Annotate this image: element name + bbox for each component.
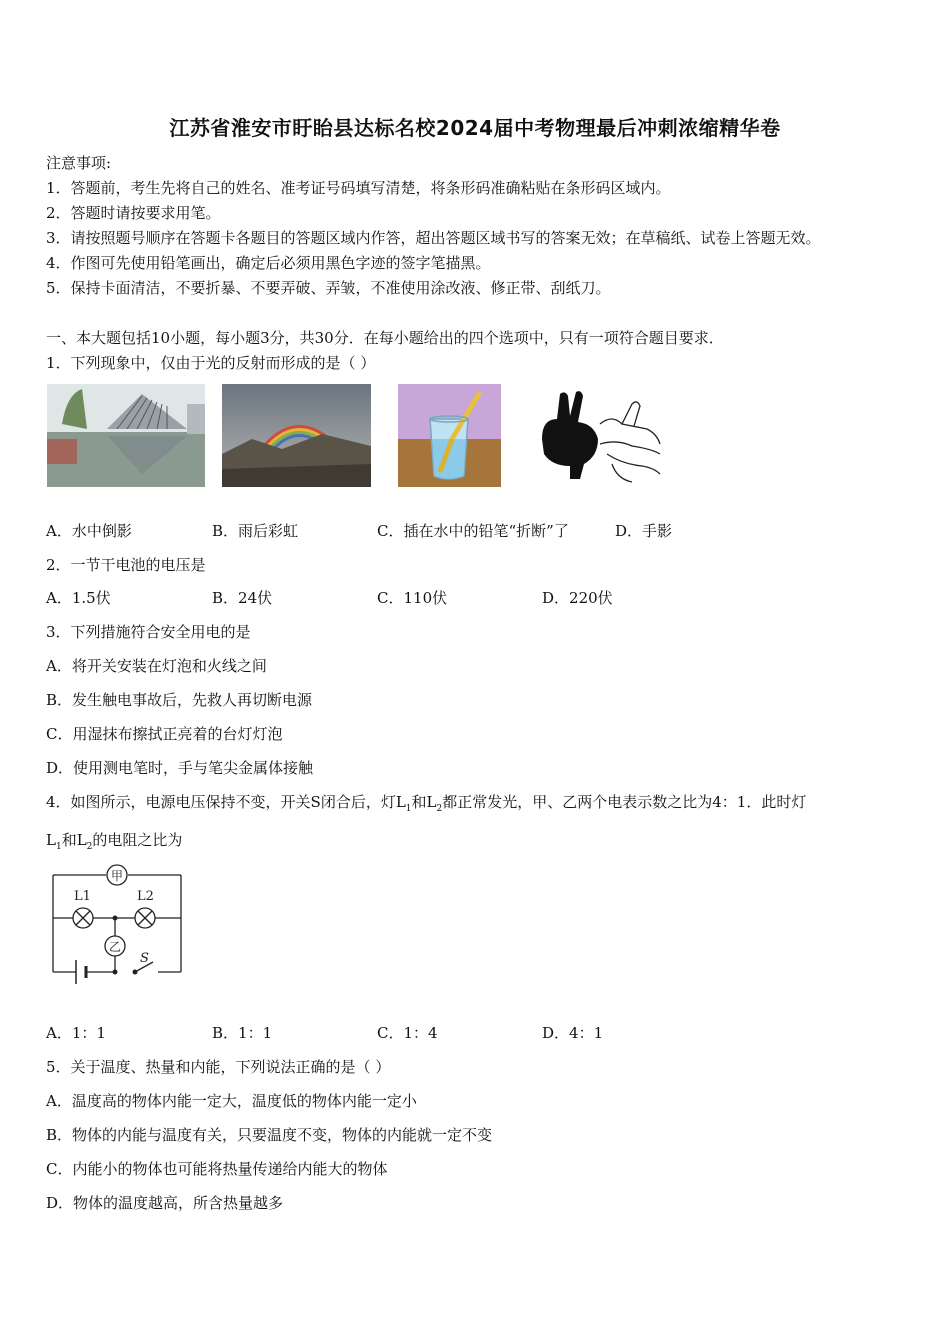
q4-stem-line1: 4．如图所示，电源电压保持不变，开关S闭合后，灯$L_1$和$L_2$都正常发光，甲、乙两个电表示数之比为4：1．此时灯 — [46, 793, 807, 814]
meter-yi-label: 乙 — [108, 940, 122, 954]
q4-option-c: C．1：4 — [377, 1024, 438, 1042]
reflection-image — [47, 384, 205, 487]
notice-item: 3．请按照题号顺序在答题卡各题目的答题区域内作答，超出答题区域书写的答案无效；在草稿纸、试卷上答题无效。 — [46, 229, 821, 247]
pencil-in-water-image — [398, 384, 501, 487]
q3-option-d: D．使用测电笔时，手与笔尖金属体接触 — [46, 759, 314, 777]
q1-option-d: D．手影 — [615, 522, 673, 540]
q4-stem-line2: $L_1$和$L_2$的电阻之比为 — [46, 831, 183, 852]
q5-stem: 5．关于温度、热量和内能，下列说法正确的是（ ） — [46, 1058, 391, 1076]
q1-option-b: B．雨后彩虹 — [212, 522, 299, 540]
notice-item: 1．答题前，考生先将自己的姓名、准考证号码填写清楚，将条形码准确粘贴在条形码区域内。 — [46, 179, 671, 197]
q3-option-c: C．用湿抹布擦拭正亮着的台灯灯泡 — [46, 725, 283, 743]
q1-stem: 1．下列现象中，仅由于光的反射而形成的是（ ） — [46, 354, 376, 372]
q2-stem: 2．一节干电池的电压是 — [46, 556, 206, 574]
notice-heading: 注意事项: — [46, 154, 112, 172]
q3-stem: 3．下列措施符合安全用电的是 — [46, 623, 251, 641]
notice-item: 4．作图可先使用铅笔画出，确定后必须用黑色字迹的签字笔描黑。 — [46, 254, 491, 272]
q2-option-b: B．24伏 — [212, 589, 273, 607]
q2-option-c: C．110伏 — [377, 589, 448, 607]
q5-option-d: D．物体的温度越高，所含热量越多 — [46, 1194, 284, 1212]
q2-option-d: D．220伏 — [542, 589, 613, 607]
q4-option-d: D．4：1 — [542, 1024, 604, 1042]
lamp2-label: L2 — [137, 889, 154, 904]
section-heading: 一、本大题包括10小题，每小题3分，共30分．在每小题给出的四个选项中，只有一项符合题目要求． — [46, 329, 724, 347]
q5-option-a: A．温度高的物体内能一定大，温度低的物体内能一定小 — [46, 1092, 417, 1110]
rainbow-image — [222, 384, 371, 487]
lamp1-label: L1 — [74, 889, 91, 904]
q4-option-a: A．1：1 — [46, 1024, 106, 1042]
page-title: 江苏省淮安市盱眙县达标名校2024届中考物理最后冲刺浓缩精华卷 — [169, 116, 781, 140]
q5-option-c: C．内能小的物体也可能将热量传递给内能大的物体 — [46, 1160, 388, 1178]
q1-option-a: A．水中倒影 — [46, 522, 132, 540]
q5-option-b: B．物体的内能与温度有关，只要温度不变，物体的内能就一定不变 — [46, 1126, 493, 1144]
meter-jia-label: 甲 — [110, 869, 124, 883]
hand-shadow-image — [532, 384, 666, 487]
q2-option-a: A．1.5伏 — [46, 589, 111, 607]
circuit-diagram — [48, 860, 188, 988]
switch-label: S — [140, 951, 149, 966]
q4-option-b: B．1：1 — [212, 1024, 273, 1042]
notice-item: 5．保持卡面清洁，不要折暴、不要弄破、弄皱，不准使用涂改液、修正带、刮纸刀。 — [46, 279, 611, 297]
q1-option-c: C．插在水中的铅笔“折断”了 — [377, 522, 569, 540]
q3-option-a: A．将开关安装在灯泡和火线之间 — [46, 657, 267, 675]
notice-item: 2．答题时请按要求用笔。 — [46, 204, 221, 222]
q3-option-b: B．发生触电事故后，先救人再切断电源 — [46, 691, 313, 709]
